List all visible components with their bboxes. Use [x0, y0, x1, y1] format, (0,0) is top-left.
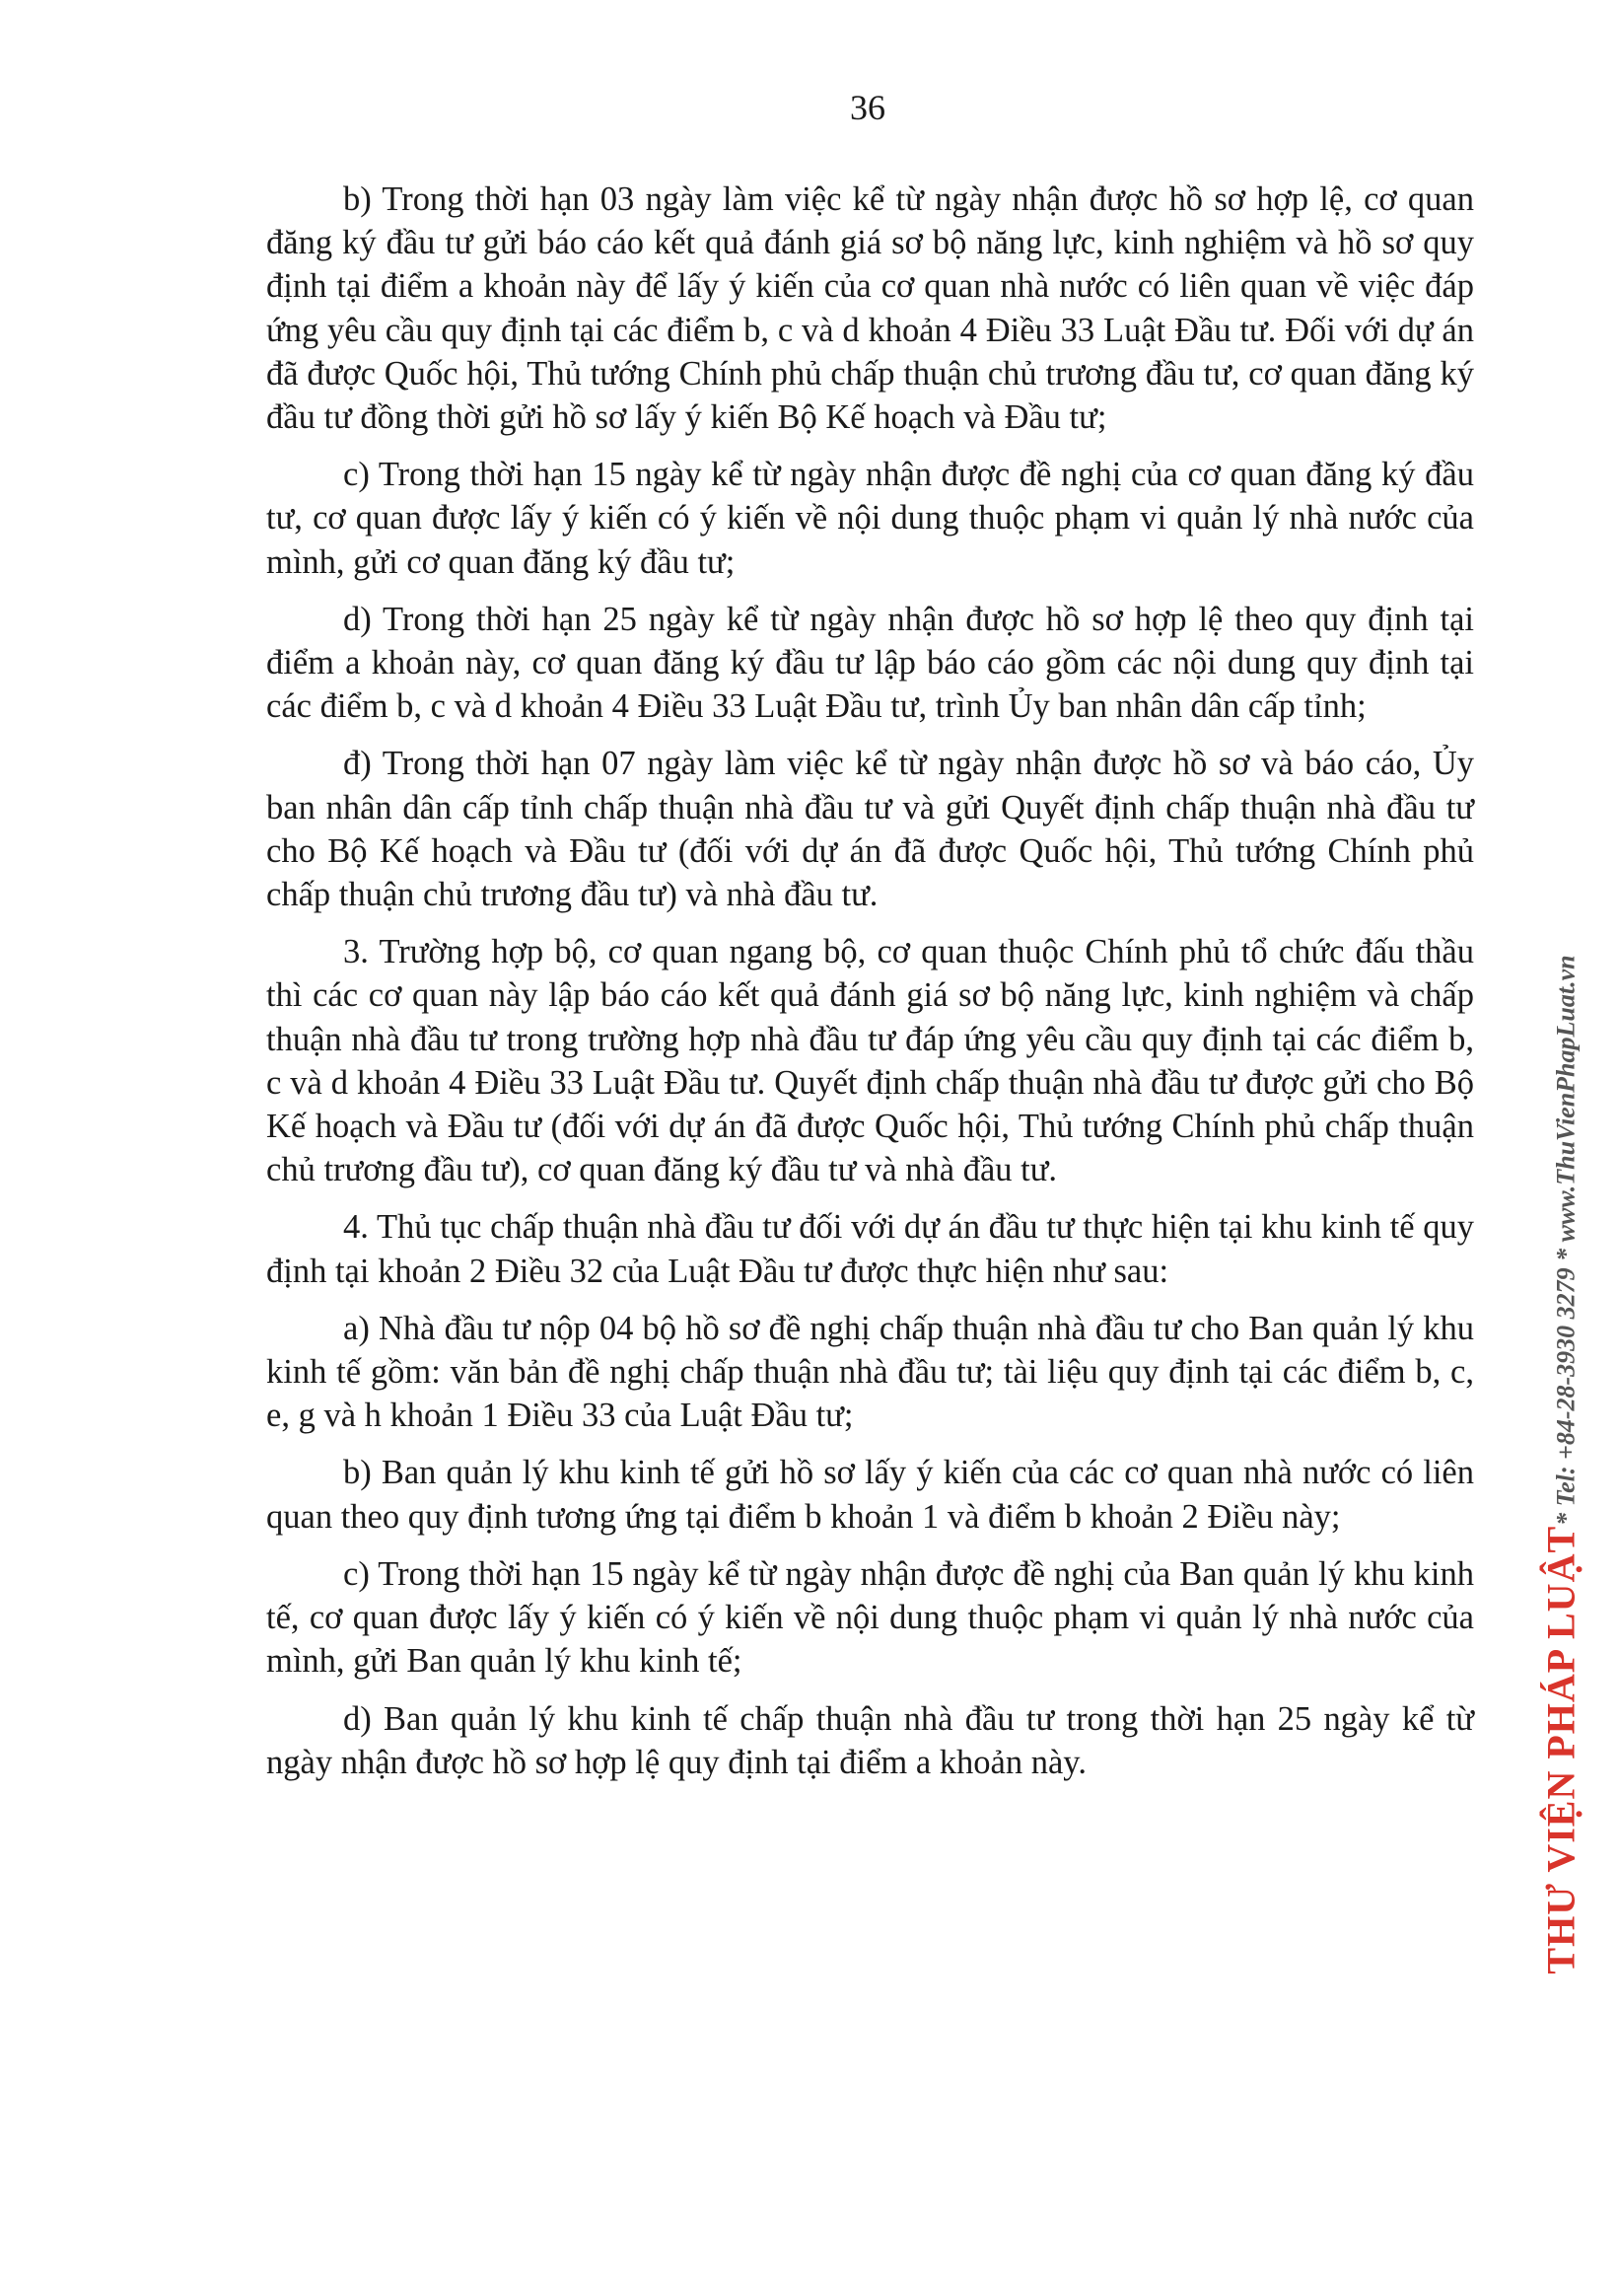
document-body	[266, 178, 1474, 1798]
watermark-brand: THƯ VIỆN PHÁP LUẬT	[1538, 1525, 1584, 1974]
watermark	[1538, 955, 1584, 1973]
paragraph-point-b: b) Trong thời hạn 03 ngày làm việc kể từ ngày nhận được hồ sơ hợp lệ, cơ quan đăng ký đầu tư gửi báo cáo kết quả đánh giá sơ bộ năng lực, kinh nghiệm và hồ sơ quy định tại điểm a khoản này để lấy ý kiến của cơ quan nhà nước có liên quan về việc đáp ứng yêu cầu quy định tại các điểm b, c và d khoản 4 Điều 33 Luật Đầu tư. Đối với dự án đã được Quốc hội, Thủ tướng Chính phủ chấp thuận chủ trương đầu tư, cơ quan đăng ký đầu tư đồng thời gửi hồ sơ lấy ý kiến Bộ Kế hoạch và Đầu tư;	[266, 180, 1474, 437]
paragraph-point-dd: đ) Trong thời hạn 07 ngày làm việc kể từ ngày nhận được hồ sơ và báo cáo, Ủy ban nhân dân cấp tỉnh chấp thuận nhà đầu tư và gửi Quyết định chấp thuận nhà đầu tư cho Bộ Kế hoạch và Đầu tư (đối với dự án đã được Quốc hội, Thủ tướng Chính phủ chấp thuận chủ trương đầu tư) và nhà đầu tư.	[266, 745, 1474, 914]
paragraph-clause-4-point-a: a) Nhà đầu tư nộp 04 bộ hồ sơ đề nghị chấp thuận nhà đầu tư cho Ban quản lý khu kinh tế gồm: văn bản đề nghị chấp thuận nhà đầu tư; tài liệu quy định tại các điểm b, c, e, g và h khoản 1 Điều 33 của Luật Đầu tư;	[266, 1309, 1474, 1435]
paragraph-clause-4-point-b: b) Ban quản lý khu kinh tế gửi hồ sơ lấy ý kiến của các cơ quan nhà nước có liên quan theo quy định tương ứng tại điểm b khoản 1 và điểm b khoản 2 Điều này;	[266, 1454, 1474, 1536]
paragraph-clause-4: 4. Thủ tục chấp thuận nhà đầu tư đối với dự án đầu tư thực hiện tại khu kinh tế quy định tại khoản 2 Điều 32 của Luật Đầu tư được thực hiện như sau:	[266, 1208, 1474, 1290]
paragraph-point-c: c) Trong thời hạn 15 ngày kể từ ngày nhận được đề nghị của cơ quan đăng ký đầu tư, cơ quan được lấy ý kiến có ý kiến về nội dung thuộc phạm vi quản lý nhà nước của mình, gửi cơ quan đăng ký đầu tư;	[266, 456, 1474, 581]
paragraph-clause-4-point-d: d) Ban quản lý khu kinh tế chấp thuận nhà đầu tư trong thời hạn 25 ngày kể từ ngày nhận được hồ sơ hợp lệ quy định tại điểm a khoản này.	[266, 1699, 1474, 1781]
watermark-contact: * Tel: +84-28-3930 3279 * www.ThuVienPhapLuat.vn	[1551, 955, 1581, 1526]
paragraph-clause-4-point-c: c) Trong thời hạn 15 ngày kể từ ngày nhận được đề nghị của Ban quản lý khu kinh tế, cơ quan được lấy ý kiến có ý kiến về nội dung thuộc phạm vi quản lý nhà nước của mình, gửi Ban quản lý khu kinh tế;	[266, 1554, 1474, 1681]
paragraph-clause-3: 3. Trường hợp bộ, cơ quan ngang bộ, cơ quan thuộc Chính phủ tổ chức đấu thầu thì các cơ quan này lập báo cáo kết quả đánh giá sơ bộ năng lực, kinh nghiệm và chấp thuận nhà đầu tư trong trường hợp nhà đầu tư đáp ứng yêu cầu quy định tại các điểm b, c và d khoản 4 Điều 33 Luật Đầu tư. Quyết định chấp thuận nhà đầu tư được gửi cho Bộ Kế hoạch và Đầu tư (đối với dự án đã được Quốc hội, Thủ tướng Chính phủ chấp thuận chủ trương đầu tư), cơ quan đăng ký đầu tư và nhà đầu tư.	[266, 933, 1474, 1189]
paragraph-point-d: d) Trong thời hạn 25 ngày kể từ ngày nhận được hồ sơ hợp lệ theo quy định tại điểm a khoản này, cơ quan đăng ký đầu tư lập báo cáo gồm các nội dung quy định tại các điểm b, c và d khoản 4 Điều 33 Luật Đầu tư, trình Ủy ban nhân dân cấp tỉnh;	[266, 600, 1474, 726]
page-number: 36	[850, 88, 885, 127]
